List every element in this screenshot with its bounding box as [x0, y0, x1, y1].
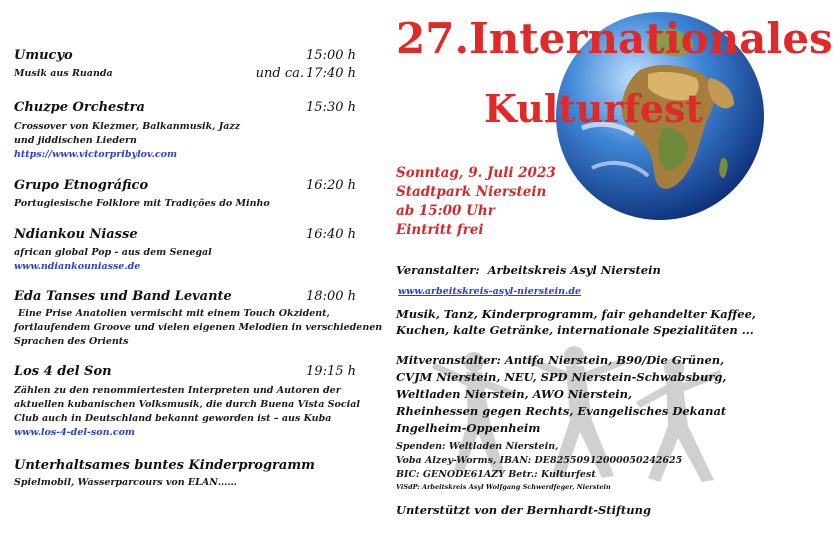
title-word: Internationales: [469, 14, 833, 63]
offer-line: Musik, Tanz, Kinderprogramm, fair gehandelter Kaffee,: [396, 307, 756, 321]
co-organizers-line: CVJM Nierstein, NEU, SPD Nierstein-Schwabsburg,: [396, 370, 727, 384]
act-time: 15:00 h: [306, 48, 356, 63]
event-place: Stadtpark Nierstein: [396, 184, 547, 200]
act-description: Crossover von Klezmer, Balkanmusik, Jazz: [14, 121, 241, 132]
act-name: Ndiankou Niasse: [14, 227, 138, 242]
act-description: fortlaufendem Groove und vielen eigenen Melodien in verschiedenen: [14, 322, 383, 333]
act-name: Grupo Etnográfico: [14, 178, 149, 193]
act-name: Los 4 del Son: [14, 364, 112, 379]
donation-line: Voba Alzey-Worms, IBAN: DE82550912000050242625: [396, 455, 683, 466]
visdp-note: ViSdP: Arbeitskreis Asyl Wolfgang Schwerdfeger, Nierstein: [396, 483, 611, 491]
festival-title-line1: [396, 14, 833, 63]
act-time: 19:15 h: [306, 364, 356, 379]
event-time: ab 15:00 Uhr: [396, 203, 495, 219]
co-organizers-line: Ingelheim-Oppenheim: [396, 421, 541, 435]
organizer-link[interactable]: www.arbeitskreis-asyl-nierstein.de: [398, 286, 582, 297]
act-time: 16:40 h: [306, 227, 356, 242]
organizer: [396, 262, 661, 278]
act-description: Zählen zu den renommiertesten Interpreten und Autoren der: [14, 385, 341, 396]
info-column: [384, 0, 833, 535]
support-note: Unterstützt von der Bernhardt-Stiftung: [396, 503, 651, 517]
co-organizers-line: Mitveranstalter: Antifa Nierstein, B90/Die Grünen,: [396, 353, 725, 367]
act-description: und jiddischen Liedern: [14, 135, 137, 146]
act-name: Chuzpe Orchestra: [14, 100, 145, 115]
festival-title-line2: Kulturfest: [484, 86, 703, 131]
act-time: 16:20 h: [306, 178, 356, 193]
act-description: Club auch in Deutschland bekannt geworden ist – aus Kuba: [14, 413, 332, 424]
act-description: Portugiesische Folklore mit Tradições do Minho: [14, 198, 270, 209]
act-description: Eine Prise Anatolien vermischt mit einem Touch Okzident,: [18, 308, 330, 319]
co-organizers-line: Rheinhessen gegen Rechts, Evangelisches Dekanat: [396, 404, 727, 418]
act-description: aktuellen kubanischen Volksmusik, die durch Buena Vista Social: [14, 399, 361, 410]
act-end-time: 17:40 h: [306, 66, 356, 81]
co-organizers-line: Weltladen Nierstein, AWO Nierstein,: [396, 387, 632, 401]
act-name: Eda Tanses und Band Levante: [14, 289, 232, 304]
edition-number: 27.: [396, 14, 470, 63]
act-link[interactable]: www.los-4-del-son.com: [14, 427, 135, 438]
act-name: Unterhaltsames buntes Kinderprogramm: [14, 458, 315, 473]
act-description: Spielmobil, Wasserparcours von ELAN……: [14, 477, 237, 488]
act-time: 15:30 h: [306, 100, 356, 115]
program-column: [0, 0, 384, 535]
act-description: Sprachen des Orients: [14, 336, 129, 347]
time-prefix: und ca.: [255, 66, 304, 81]
act-description: african global Pop - aus dem Senegal: [14, 247, 212, 258]
act-link[interactable]: www.ndiankouniasse.de: [14, 261, 141, 272]
act-link[interactable]: https://www.victorpribylov.com: [14, 149, 178, 160]
event-entry: Eintritt frei: [396, 222, 484, 238]
donation-line: Spenden: Weltladen Nierstein,: [396, 441, 559, 452]
event-date: Sonntag, 9. Juli 2023: [396, 165, 556, 181]
donation-line: BIC: GENODE61AZY Betr.: Kulturfest: [396, 469, 596, 480]
act-description: Musik aus Ruanda: [14, 68, 113, 79]
act-time: 18:00 h: [306, 289, 356, 304]
organizer-name: Arbeitskreis Asyl Nierstein: [487, 263, 661, 277]
organizer-label: Veranstalter:: [396, 263, 480, 277]
act-name: Umucyo: [14, 48, 73, 63]
offer-line: Kuchen, kalte Getränke, internationale Spezialitäten ...: [396, 323, 754, 337]
